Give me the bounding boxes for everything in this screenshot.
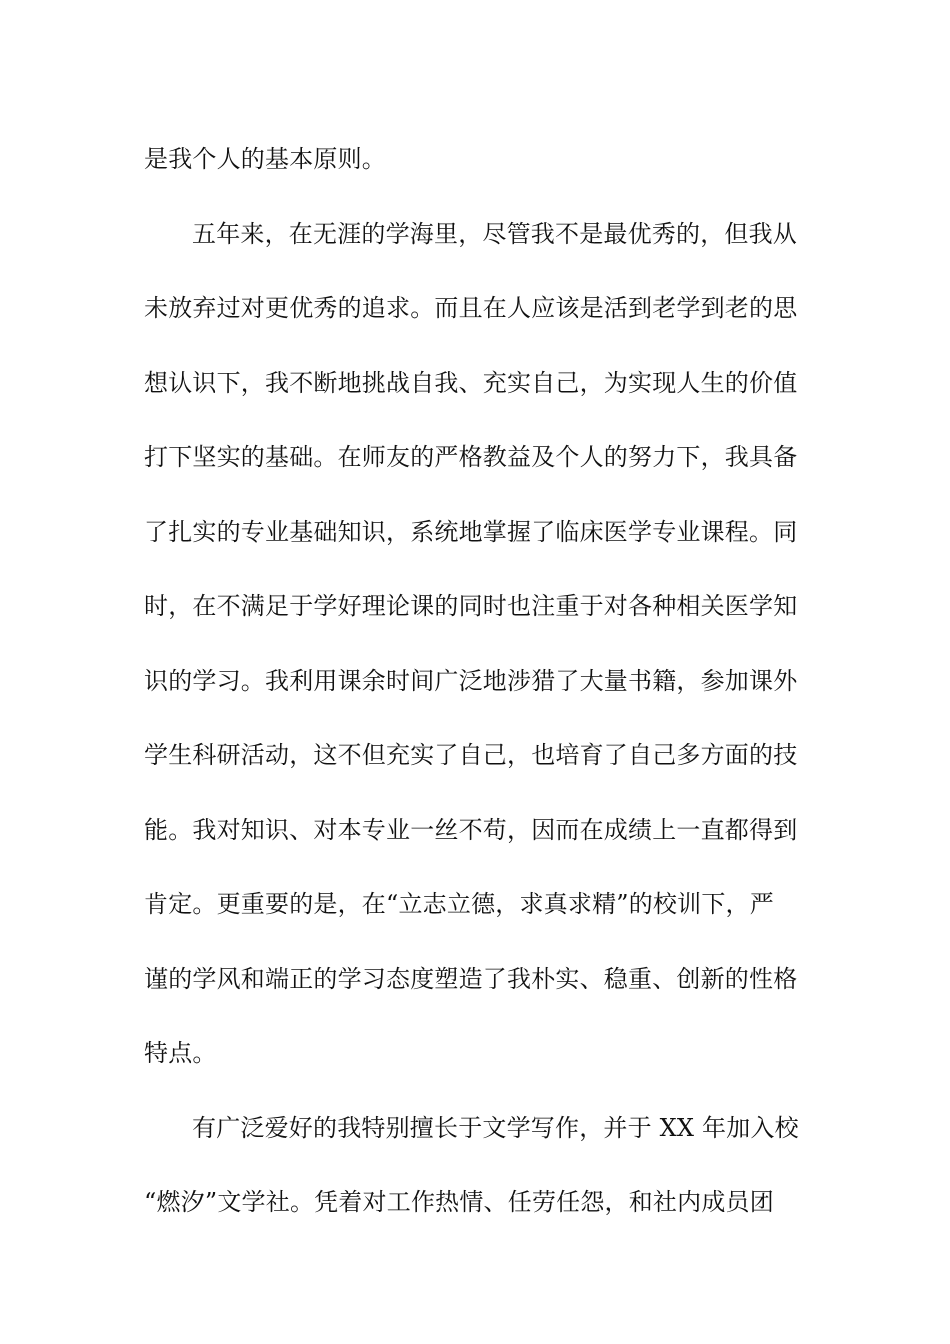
text-line-9: 学生科研活动，这不但充实了自己，也培育了自己多方面的技 bbox=[144, 741, 798, 769]
text-line-2: 五年来，在无涯的学海里，尽管我不是最优秀的，但我从 bbox=[192, 219, 797, 248]
text-line-3: 未放弃过对更优秀的追求。而且在人应该是活到老学到老的思 bbox=[144, 294, 798, 322]
text-line-14: 有广泛爱好的我特别擅长于文学写作，并于 XX 年加入校 bbox=[192, 1113, 799, 1142]
text-line-5: 打下坚实的基础。在师友的严格教益及个人的努力下，我具备 bbox=[144, 443, 798, 471]
text-line-15: “燃汐”文学社。凭着对工作热情、任劳任怨，和社内成员团 bbox=[144, 1188, 774, 1216]
text-line-1: 是我个人的基本原则。 bbox=[144, 145, 386, 173]
document-body bbox=[144, 122, 814, 1240]
text-line-11: 肯定。更重要的是，在“立志立德，求真求精”的校训下，严 bbox=[144, 890, 774, 918]
text-line-10: 能。我对知识、对本专业一丝不苟，因而在成绩上一直都得到 bbox=[144, 815, 798, 844]
text-line-13: 特点。 bbox=[144, 1039, 217, 1067]
text-line-12: 谨的学风和端正的学习态度塑造了我朴实、稳重、创新的性格 bbox=[144, 964, 798, 993]
text-line-7: 时，在不满足于学好理论课的同时也注重于对各种相关医学知 bbox=[144, 592, 798, 620]
text-line-4: 想认识下，我不断地挑战自我、充实自己，为实现人生的价值 bbox=[144, 368, 798, 397]
text-line-6: 了扎实的专业基础知识，系统地掌握了临床医学专业课程。同 bbox=[144, 517, 798, 546]
text-line-8: 识的学习。我利用课余时间广泛地涉猎了大量书籍，参加课外 bbox=[144, 666, 798, 695]
